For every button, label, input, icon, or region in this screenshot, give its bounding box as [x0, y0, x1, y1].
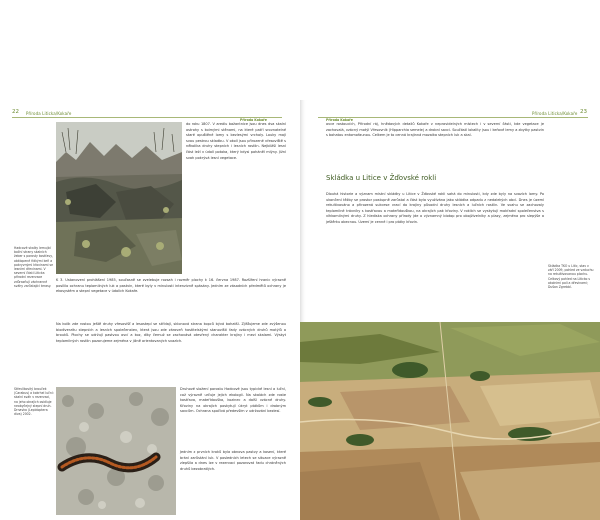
section-heading: Skládka u Litice v Žďovské rokli — [326, 174, 437, 182]
right-page — [300, 100, 600, 520]
running-head: Příroda Liticka/Kokaře — [532, 111, 578, 116]
section-label: Příroda Kokaře — [240, 118, 267, 122]
caption-landscape: Skládka TKO u Litic, stav v září 2009, pohled ze vzduchu na rekultivovanou plochu. Celkový pohled na Liticko s okolními poli a dřevinami; Dušan Zgrebbl. — [548, 264, 594, 290]
section-body: Dlouhá historie a význam místní skládky u Litice v Žďovské rokli sahá do minulosti, kdy zde byly na svazích lomy. Po ukončení těžby se prostor postupně zarůstal a část byla využívána jako skládka odpadu z nedalekých obcí. Dnes je území rekultivováno a přirozená sukcese vrací do krajiny původní druhy lesních a lučních rostlin. Ve svahu se zachovaly teplomilné trávníky s kostřavou a mateřídouškou, na okrajích pak křoviny. V roklích se vyskytují mokřadní společenstva s vlhkomilnými druhy. Z hlediska ochrany přírody jde o významný biotop pro obojživelníky a plazy, zejména pro slepýše a ještěrku obecnou. Území je cenné i pro ptáky křovin. — [326, 192, 544, 224]
book-spread — [0, 100, 600, 520]
caterpillar-image — [56, 387, 176, 515]
intro-text: ovce rostoucích, Přírodní ráj, hnědavých detailů Kokaře v nepravidelných místech i v severní části, kde vegetace je zachovalá, vzácný motýl Vřesovník (Hipparchia semele) a drobní savci. Součástí lokality jsou i keřové lemy a zbytky pastvin s bohatou entomofaunou. Celkem je to cenná krajinná mozaika stepních luk a skal. — [326, 122, 544, 138]
left-page — [0, 100, 300, 520]
rocky-outcrop-image — [56, 122, 182, 274]
header-rule — [318, 117, 588, 118]
caption-top: Hadcové skalky lemující boční strany skalních žeber s porosty kostřavy, obklopené řídkými keři a pokryvnými křovinami se lesními dřevinami. V severní části Liticka přírodní rezervace zdůrazňují záchranné sváhy zarůstající terasy. — [14, 246, 54, 288]
caption-bottom: Střevlíkovitý brouček (Carabus) a kokrhel luční: skalní sváh v rezervaci, na jeho okrajích osidluje neobyčejný stepní druh. Drnavka (Lepidoptera diva) 2002. — [14, 387, 54, 417]
caterpillar-photo — [56, 387, 176, 515]
page-number: 23 — [580, 109, 587, 115]
column-text-bottom: K 3. Ustanovení prohlášení 1985, současně se zvelebuje rozsah i rozměr plochy k 16. června 1987. Rozšíření hranic výrazně posílilo ochranu teplomilných luk a pastvin, které byly v minulosti intenzivně spásány. Jedním ze zásadních předmětů ochrany je ekosystém a stepní vegetace v údolích Kokaře. — [56, 278, 286, 294]
column-text-lower: Druhové složení porostu Hadcové jsou typické lesní a luční, což výrazně určuje jejich ekologii. Na skalách zde roste kostřava, mateřídouška, kozinec a další vzácné druhy. Křoviny na okrajích poskytují úkryt ptákům i drobným savcům. Ochrana spočívá především v udržování bezlesí. — [180, 387, 286, 414]
section-label: Příroda Kokaře — [326, 118, 353, 122]
page-number: 22 — [12, 109, 19, 115]
column-text-last: Jedním z prvních kroků byla obnova pastvy a kosení, které brání zarůstání luk. V posledních letech se situace výrazně zlepšila a dnes lze v rezervaci pozorovat řadu chráněných druhů bezobratlých. — [180, 450, 286, 471]
rocky-outcrop-photo — [56, 122, 182, 274]
aerial-landscape-image — [300, 322, 600, 520]
aerial-landscape-photo — [300, 322, 600, 520]
column-text-top: do roku 1807. V areálu bažantnice jsou dnes dva skalní ostrohy s kolmými stěnami, na které patří srovnatelné staré opuštěné lomy s bezlesými vrcholy. Louky mají svou pestrou skladbu. V okolí jsou přirozené vřesoviště s několika druhy stepních i lesních rostlin. Nejbližší lesní část leží v údolí potoka, který kdysi poháněl mlýny. Jižní svah pokrývá lesní vegetace. — [186, 122, 286, 160]
column-text-middle: Na kolik zde rostou ještě druhy vřesovišť a lesostepí se střídají, sklonová strana kopců bývá bohatší. Zjišťujeme zde zvýšenou biodiverzitu stepních a lesních společenstev, která jsou zde zároveň hostitelskými stanovišti řady vzácných druhů motýlů a brouků. Plochy se udržují pastvou ovcí a koz, díky čemuž se zachovává otevřený charakter krajiny i mezi skalami. Výskyt teplomilných rostlin pozorujeme zejména v jižně orientovaných svazích. — [56, 322, 286, 343]
running-head: Příroda Liticka/Kokaře — [26, 111, 72, 116]
